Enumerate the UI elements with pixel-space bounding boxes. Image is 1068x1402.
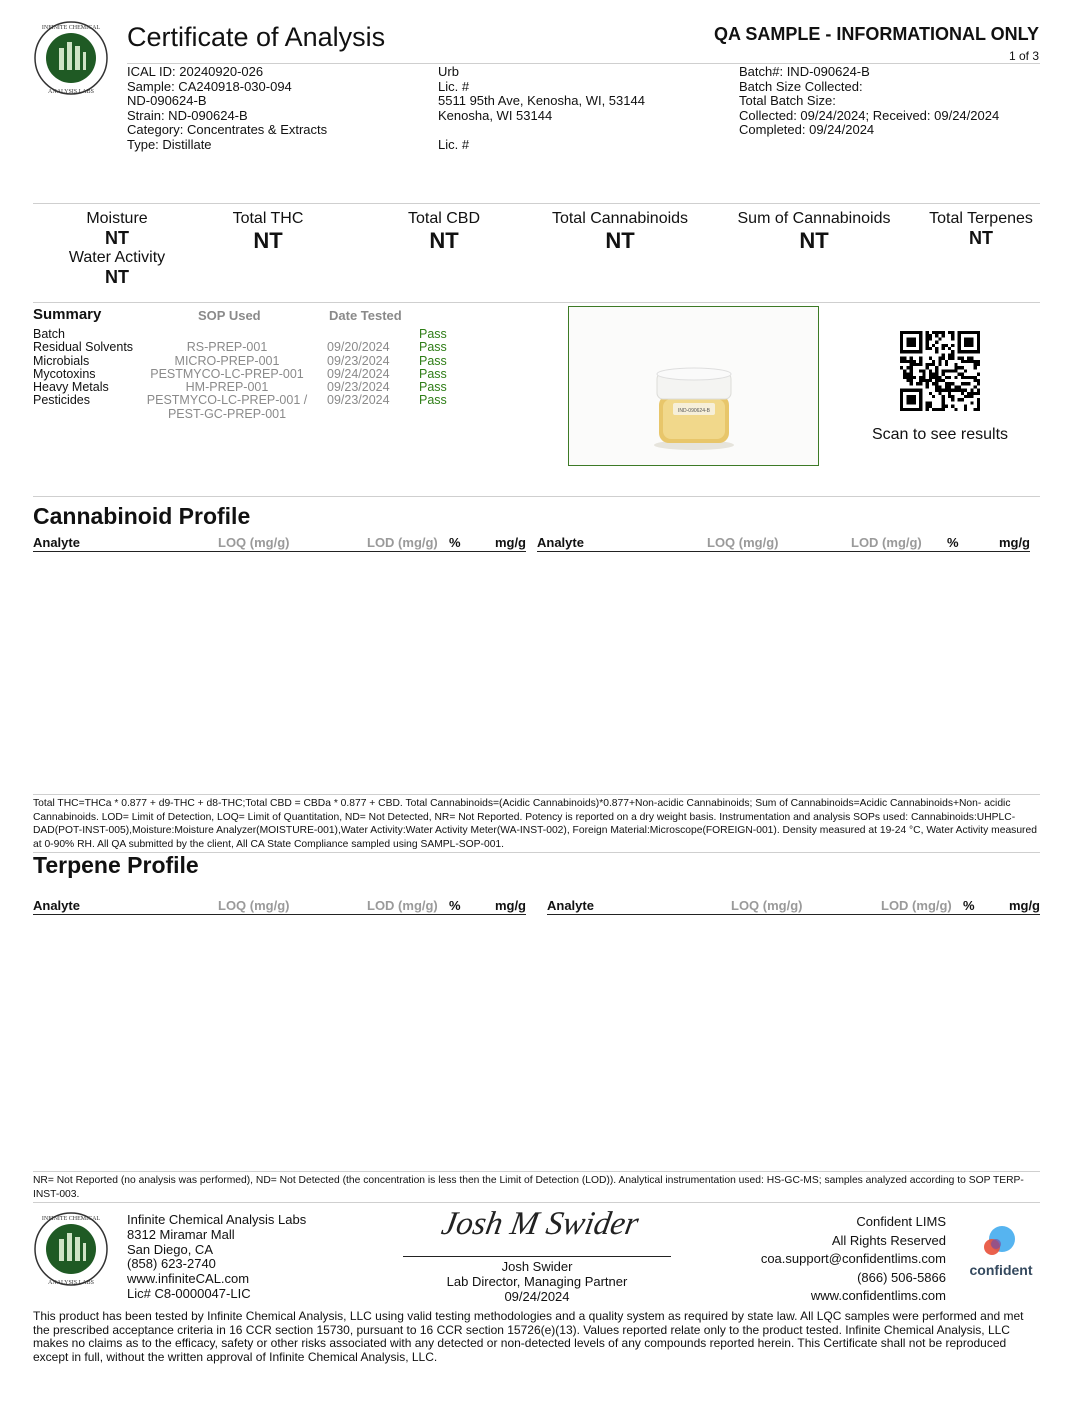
cannabinoid-table-header-right bbox=[537, 535, 1030, 552]
disclaimer: This product has been tested by Infinite Chemical Analysis, LLC using valid testing methodologies and a quality system as required by state law. All LQC samples were performed and met the prescribed acceptance criteria in 16 CCR section 15730, pursuant to 16 CCR section 15726(e)(13). Values reported relate only to the product tested. Infinite Chemical Analysis, LLC makes no claims as to the efficacy, safety or other risks associated with any detected or non-detected levels of any compounds reported herein. This Certificate shall not be reproduced except in full, without the written approval of Infinite Chemical Analysis, LLC. bbox=[33, 1309, 1024, 1364]
total-terpenes-value: NT bbox=[969, 228, 993, 248]
water-activity-label: Water Activity bbox=[68, 249, 166, 266]
cannabinoid-note: Total THC=THCa * 0.877 + d9-THC + d8-THC;Total CBD = CBDa * 0.877 + CBD. Total Cannabinoids=(Acidic Cannabinoids)*0.877+Non-acidic Cannabinoids; Sum of Cannabinoids=Acidic Cannabinoids+Non- acidic Cannabinoids. LOD= Limit of Detection, LOQ= Limit of Quantitation, ND= Not Detected, NR= Not Reported. Potency is reported on a dry weight basis. Instrumentation and analysis SOPs used: Cannabinoids:UHPLC-DAD(POT-INST-005),Moisture:Moisture Analyzer(MOISTURE-001),Water Activity:Water Activity Meter(WA-INST-002), Foreign Material:Microscope(FOREIGN-001). Density measured at 19-24 °C, Water Activity measured at 0-90% RH. All QA submitted by the client, All CA State Compliance sampled using SAMPL-SOP-001. bbox=[33, 798, 1037, 850]
page-title: Certificate of Analysis bbox=[127, 22, 386, 52]
summary-row-date bbox=[327, 328, 390, 341]
total-thc-label: Total THC bbox=[232, 210, 304, 227]
col-analyte: Analyte bbox=[33, 535, 80, 550]
terpene-title: Terpene Profile bbox=[33, 852, 199, 878]
lab-license: Lic# C8-0000047-LIC bbox=[127, 1285, 251, 1301]
client-lic: Lic. # bbox=[438, 78, 470, 94]
lims-email[interactable]: coa.support@confidentlims.com bbox=[760, 1251, 946, 1266]
svg-text:INFINITE CHEMICAL: INFINITE CHEMICAL bbox=[41, 25, 101, 31]
cannabinoid-table-header-left bbox=[33, 535, 526, 552]
col-mgg: mg/g bbox=[494, 535, 526, 550]
summary-row-result: Pass bbox=[419, 340, 447, 355]
summary-title: Summary bbox=[33, 306, 102, 323]
sample-info bbox=[127, 65, 327, 153]
col-percent: % bbox=[963, 898, 975, 913]
summary-sops bbox=[128, 328, 326, 421]
sign-date: 09/24/2024 bbox=[504, 1288, 570, 1304]
svg-text:ANALYSIS LABS: ANALYSIS LABS bbox=[48, 1280, 94, 1286]
summary-results bbox=[419, 328, 447, 408]
summary-row-sop-extra: PEST-GC-PREP-001 bbox=[167, 406, 287, 421]
signature: Josh M Swider bbox=[438, 1206, 642, 1242]
lims-info bbox=[761, 1213, 946, 1306]
lab-street: 8312 Miramar Mall bbox=[127, 1226, 235, 1242]
col-percent: % bbox=[449, 535, 461, 550]
lab-info bbox=[127, 1213, 306, 1302]
header-rule bbox=[127, 63, 1040, 64]
lims-website[interactable]: www.confidentlims.com bbox=[810, 1288, 946, 1303]
metric-total-cbd bbox=[359, 210, 529, 254]
jar-image bbox=[569, 307, 818, 465]
sum-cannabinoids-label: Sum of Cannabinoids bbox=[737, 210, 891, 227]
terpene-table-header-left bbox=[33, 898, 526, 915]
sop-header: SOP Used bbox=[198, 308, 261, 323]
summary-row-result: Pass bbox=[419, 380, 447, 395]
col-mgg: mg/g bbox=[1008, 898, 1040, 913]
terpene-note: NR= Not Reported (no analysis was performed), ND= Not Detected (the concentration is less then the Limit of Detection (LOD)). Analytical instrumentation used: HS-GC-MS; samples analyzed according to SOP TERP-INST-003. bbox=[33, 1175, 1024, 1200]
col-loq: LOQ (mg/g) bbox=[731, 898, 803, 913]
sum-cannabinoids-value: NT bbox=[799, 228, 829, 253]
col-lod: LOD (mg/g) bbox=[367, 535, 438, 550]
client-address: 5511 95th Ave, Kenosha, WI, 53144 bbox=[438, 93, 645, 109]
summary-row-name: Mycotoxins bbox=[33, 366, 96, 381]
col-mgg: mg/g bbox=[998, 535, 1030, 550]
total-batch-size: Total Batch Size: bbox=[739, 93, 836, 109]
lab-city: San Diego, CA bbox=[127, 1241, 213, 1257]
summary-row-result: Pass bbox=[419, 393, 447, 408]
metric-total-cannabinoids bbox=[535, 210, 705, 254]
col-loq: LOQ (mg/g) bbox=[707, 535, 779, 550]
metric-total-thc bbox=[183, 210, 353, 254]
client-city: Kenosha, WI 53144 bbox=[438, 107, 553, 123]
confident-logo-icon bbox=[975, 1222, 1025, 1262]
ical-logo-footer bbox=[33, 1211, 109, 1287]
summary-row-date: 09/24/2024 bbox=[327, 366, 390, 381]
summary-row-date: 09/23/2024 bbox=[327, 353, 390, 368]
col-mgg: mg/g bbox=[494, 898, 526, 913]
lims-phone: (866) 506-5866 bbox=[857, 1269, 946, 1285]
summary-row-date: 09/23/2024 bbox=[327, 393, 390, 408]
col-lod: LOD (mg/g) bbox=[851, 535, 922, 550]
summary-row-sop: HM-PREP-001 bbox=[185, 380, 269, 395]
moisture-value: NT bbox=[105, 228, 129, 248]
col-percent: % bbox=[449, 898, 461, 913]
summary-row-sop: RS-PREP-001 bbox=[186, 340, 268, 355]
divider bbox=[33, 794, 1040, 795]
summary-row-date: 09/23/2024 bbox=[327, 380, 390, 395]
total-thc-value: NT bbox=[253, 228, 283, 253]
col-analyte: Analyte bbox=[547, 898, 594, 913]
total-cbd-label: Total CBD bbox=[407, 210, 481, 227]
lab-name: Infinite Chemical Analysis Labs bbox=[127, 1212, 307, 1227]
metric-total-terpenes bbox=[896, 210, 1066, 249]
summary-row-sop: PESTMYCO-LC-PREP-001 / bbox=[146, 393, 308, 408]
summary-row-result: Pass bbox=[419, 353, 447, 368]
lab-website[interactable]: www.infiniteCAL.com bbox=[127, 1271, 250, 1287]
summary-row-date: 09/20/2024 bbox=[327, 340, 390, 355]
client-name: Urb bbox=[438, 64, 459, 79]
col-percent: % bbox=[947, 535, 959, 550]
total-terpenes-label: Total Terpenes bbox=[929, 210, 1033, 227]
summary-names bbox=[33, 328, 133, 408]
confident-logo-text: confident bbox=[969, 1262, 1033, 1278]
spacer bbox=[438, 123, 645, 138]
type: Type: Distillate bbox=[127, 136, 212, 152]
svg-text:INFINITE CHEMICAL: INFINITE CHEMICAL bbox=[41, 1216, 101, 1222]
signer-title: Lab Director, Managing Partner bbox=[446, 1273, 628, 1289]
signer-name: Josh Swider bbox=[501, 1259, 573, 1274]
summary-row-name: Residual Solvents bbox=[33, 340, 134, 355]
lims-rights: All Rights Reserved bbox=[831, 1232, 946, 1248]
completed: Completed: 09/24/2024 bbox=[739, 122, 875, 138]
qa-label: QA SAMPLE - INFORMATIONAL ONLY bbox=[713, 24, 1039, 44]
summary-row-name: Pesticides bbox=[33, 393, 90, 408]
summary-row-sop: MICRO-PREP-001 bbox=[174, 353, 280, 368]
metric-sum-cannabinoids bbox=[729, 210, 899, 254]
col-lod: LOD (mg/g) bbox=[881, 898, 952, 913]
signer-block bbox=[403, 1260, 671, 1304]
lab-phone: (858) 623-2740 bbox=[127, 1256, 216, 1272]
summary-row-sop bbox=[128, 328, 326, 341]
summary-row-name: Microbials bbox=[33, 353, 90, 368]
ical-id: ICAL ID: 20240920-026 bbox=[127, 64, 264, 79]
qr-code[interactable] bbox=[900, 331, 980, 411]
terpene-table-header-right bbox=[547, 898, 1040, 915]
lims-name: Confident LIMS bbox=[856, 1214, 946, 1229]
divider bbox=[33, 1171, 1040, 1172]
sample-id: Sample: CA240918-030-094 bbox=[127, 78, 292, 94]
col-analyte: Analyte bbox=[33, 898, 80, 913]
svg-text:ANALYSIS LABS: ANALYSIS LABS bbox=[48, 89, 94, 95]
divider bbox=[33, 1202, 1040, 1203]
summary-row-result: Pass bbox=[419, 327, 447, 341]
signature-line bbox=[403, 1256, 671, 1257]
ical-logo bbox=[33, 20, 109, 96]
summary-row-name: Batch bbox=[33, 327, 65, 341]
col-loq: LOQ (mg/g) bbox=[218, 898, 290, 913]
summary-row-sop: PESTMYCO-LC-PREP-001 bbox=[150, 366, 304, 381]
summary-dates bbox=[327, 328, 390, 408]
summary-row-result: Pass bbox=[419, 366, 447, 381]
col-lod: LOD (mg/g) bbox=[367, 898, 438, 913]
jar-label: IND-090624-B bbox=[678, 408, 710, 414]
batch-size-collected: Batch Size Collected: bbox=[739, 78, 863, 94]
metric-moisture bbox=[32, 210, 202, 288]
col-analyte: Analyte bbox=[537, 535, 584, 550]
divider bbox=[33, 302, 1040, 303]
divider bbox=[33, 496, 1040, 497]
client-lic-2: Lic. # bbox=[438, 136, 470, 152]
total-cannabinoids-value: NT bbox=[605, 228, 635, 253]
qr-caption: Scan to see results bbox=[871, 426, 1009, 443]
client-info bbox=[438, 65, 645, 153]
water-activity-value: NT bbox=[105, 267, 129, 287]
divider bbox=[33, 203, 1040, 204]
sample-name: ND-090624-B bbox=[127, 93, 207, 109]
summary-row-name: Heavy Metals bbox=[33, 380, 109, 395]
cannabinoid-title: Cannabinoid Profile bbox=[33, 503, 251, 529]
batch-info bbox=[739, 65, 999, 138]
col-loq: LOQ (mg/g) bbox=[218, 535, 290, 550]
page-number: 1 of 3 bbox=[1008, 49, 1039, 63]
moisture-label: Moisture bbox=[86, 210, 148, 227]
total-cbd-value: NT bbox=[429, 228, 459, 253]
collected-received: Collected: 09/24/2024; Received: 09/24/2024 bbox=[739, 107, 1000, 123]
category: Category: Concentrates & Extracts bbox=[127, 122, 328, 138]
sample-photo bbox=[568, 306, 819, 466]
batch-number: Batch#: IND-090624-B bbox=[739, 64, 870, 79]
total-cannabinoids-label: Total Cannabinoids bbox=[551, 210, 689, 227]
strain: Strain: ND-090624-B bbox=[127, 107, 248, 123]
date-header: Date Tested bbox=[329, 308, 402, 323]
